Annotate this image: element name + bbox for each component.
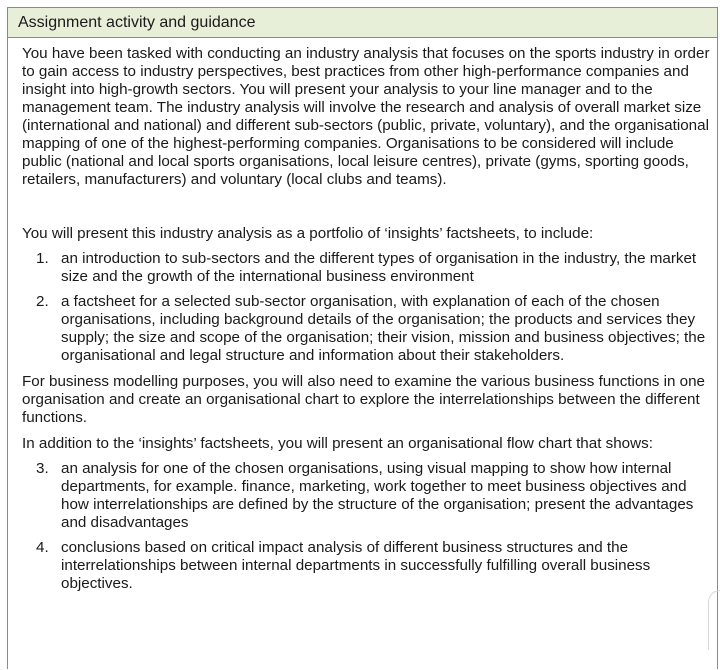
list-item [22, 293, 713, 365]
list-item [22, 460, 713, 532]
flowchart-list [22, 460, 713, 593]
list-item [22, 250, 713, 286]
modelling-paragraph: For business modelling purposes, you will also need to examine the various business functions in one organisation and create an organisational chart to explore the interrelationships between the different functions. [22, 373, 705, 426]
intro-paragraph: You have been tasked with conducting an industry analysis that focuses on the sports industry in order to gain access to industry perspectives, best practices from other high-performance companies and insight into high-growth sectors. You will present your analysis to your line manager and to the management team. The industry analysis will involve the research and analysis of overall market size (international and national) and different sub-sectors (public, private, voluntary), and the organisational mapping of one of the highest-performing companies. Organisations to be considered will include public (national and local sports organisations, local leisure centres), private (gyms, sporting goods, retailers, manufacturers) and voluntary (local clubs and teams). [22, 45, 710, 188]
list-number: 4. [36, 539, 49, 556]
scroll-edge-decoration [708, 590, 720, 650]
header-title: Assignment activity and guidance [18, 14, 256, 31]
assignment-content [8, 38, 717, 593]
list-text: an introduction to sub-sectors and the different types of organisation in the industry, the market size and the growth of the international business environment [61, 250, 697, 285]
list-number: 3. [36, 460, 49, 477]
table-header [8, 8, 717, 38]
list-number: 2. [36, 293, 49, 310]
factsheet-list [22, 250, 713, 365]
list-text: conclusions based on critical impact analysis of different business structures and the interrelationships between internal departments in successfully fulfilling overall business objectives. [61, 539, 651, 592]
portfolio-paragraph: You will present this industry analysis as a portfolio of ‘insights’ factsheets, to include: [22, 225, 594, 242]
flowchart-paragraph: In addition to the ‘insights’ factsheets, you will present an organisational flow chart that shows: [22, 435, 653, 452]
list-text: a factsheet for a selected sub-sector organisation, with explanation of each of the chosen organisations, including background details of the organisation; the products and services they supply; the size and scope of the organisation; their vision, mission and business objectives; the organisational and legal structure and information about their stakeholders. [61, 293, 706, 364]
list-number: 1. [36, 250, 49, 267]
assignment-table [7, 7, 718, 669]
list-text: an analysis for one of the chosen organisations, using visual mapping to show how internal departments, for example. finance, marketing, work together to meet business objectives and how interrelationships are defined by the structure of the organisation; present the advantages and disadvantages [61, 460, 694, 531]
list-item [22, 539, 713, 593]
